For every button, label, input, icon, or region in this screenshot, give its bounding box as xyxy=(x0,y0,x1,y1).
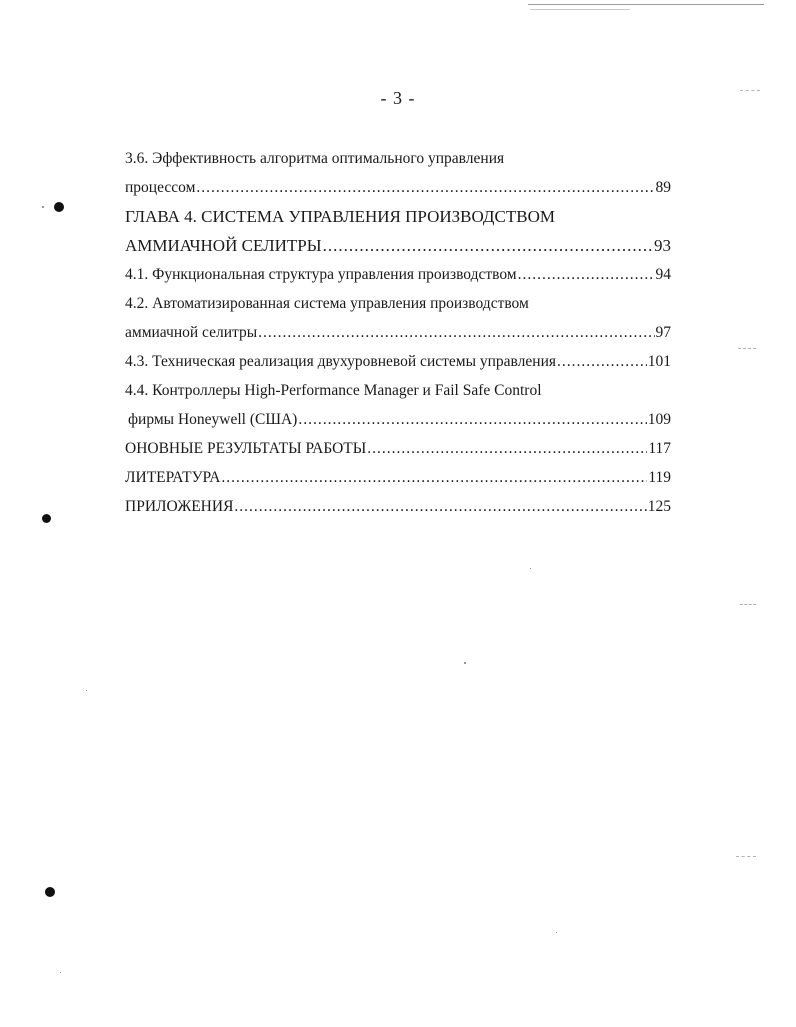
toc-page-number: 97 xyxy=(655,324,671,341)
toc-page-number: 125 xyxy=(647,498,671,515)
toc-leader-dots xyxy=(258,318,654,347)
toc-page-number: 119 xyxy=(648,469,671,486)
toc-entry-text: аммиачной селитры xyxy=(125,324,258,341)
scan-speck xyxy=(86,690,87,691)
scan-edge-mark xyxy=(738,348,756,349)
toc-page-number: 94 xyxy=(655,266,671,283)
scan-speck xyxy=(42,206,44,208)
toc-page-number: 89 xyxy=(655,179,671,196)
toc-leader-dots xyxy=(196,173,654,202)
scan-speck xyxy=(556,932,557,933)
scan-edge-mark xyxy=(736,856,756,857)
toc-appendices xyxy=(125,492,671,521)
toc-page-number: 109 xyxy=(647,411,671,428)
toc-leader-dots xyxy=(221,463,647,492)
toc-entry-4-2 xyxy=(125,318,671,347)
toc-entry-3-6-line1: 3.6. Эффективность алгоритма оптимального управления xyxy=(125,150,505,167)
toc-main-results xyxy=(125,434,671,463)
toc-entry-text: ПРИЛОЖЕНИЯ xyxy=(125,498,234,515)
toc-entry-4-1 xyxy=(125,260,671,289)
toc-entry-4-4 xyxy=(125,405,671,434)
toc-page-number: 117 xyxy=(648,440,671,457)
toc-entry-3-6 xyxy=(125,173,671,202)
scan-edge-mark xyxy=(740,604,756,605)
toc-leader-dots xyxy=(323,231,653,260)
toc-entry-text: 4.1. Функциональная структура управления производством xyxy=(125,266,517,283)
scan-speck xyxy=(60,972,61,973)
toc-entry-text: 4.3. Техническая реализация двухуровневой системы управления xyxy=(125,353,556,370)
scan-edge-line xyxy=(528,4,764,5)
toc-leader-dots xyxy=(557,347,647,376)
toc-entry-text: фирмы Honeywell (США) xyxy=(128,411,298,428)
toc-page-number: 101 xyxy=(647,353,671,370)
scan-edge-mark xyxy=(740,90,760,91)
toc-leader-dots xyxy=(367,434,647,463)
toc-entry-text: ЛИТЕРАТУРА xyxy=(125,469,221,486)
toc-leader-dots xyxy=(298,405,646,434)
toc-literature xyxy=(125,463,671,492)
toc-page-number: 93 xyxy=(654,236,671,255)
scan-speck xyxy=(530,568,531,569)
toc-entry-4-3 xyxy=(125,347,671,376)
table-of-contents xyxy=(125,144,671,521)
toc-leader-dots xyxy=(518,260,655,289)
toc-entry-text: процессом xyxy=(125,179,196,196)
toc-entry-text: ОНОВНЫЕ РЕЗУЛЬТАТЫ РАБОТЫ xyxy=(125,440,367,457)
punch-hole-mark xyxy=(45,887,55,897)
toc-chapter-4-line1: ГЛАВА 4. СИСТЕМА УПРАВЛЕНИЯ ПРОИЗВОДСТВОМ xyxy=(125,207,555,226)
toc-entry-text: АММИАЧНОЙ СЕЛИТРЫ xyxy=(125,236,322,255)
punch-hole-mark xyxy=(54,202,64,212)
scan-edge-line-faint xyxy=(530,9,630,10)
punch-hole-mark xyxy=(42,514,51,523)
toc-entry-4-2-line1: 4.2. Автоматизированная система управления производством xyxy=(125,295,529,312)
toc-entry-4-4-line1: 4.4. Контроллеры High-Performance Manager и Fail Safe Control xyxy=(125,382,542,399)
toc-chapter-4 xyxy=(125,231,671,260)
scan-speck xyxy=(464,662,466,664)
toc-leader-dots xyxy=(234,492,646,521)
page-number: - 3 - xyxy=(380,88,416,108)
